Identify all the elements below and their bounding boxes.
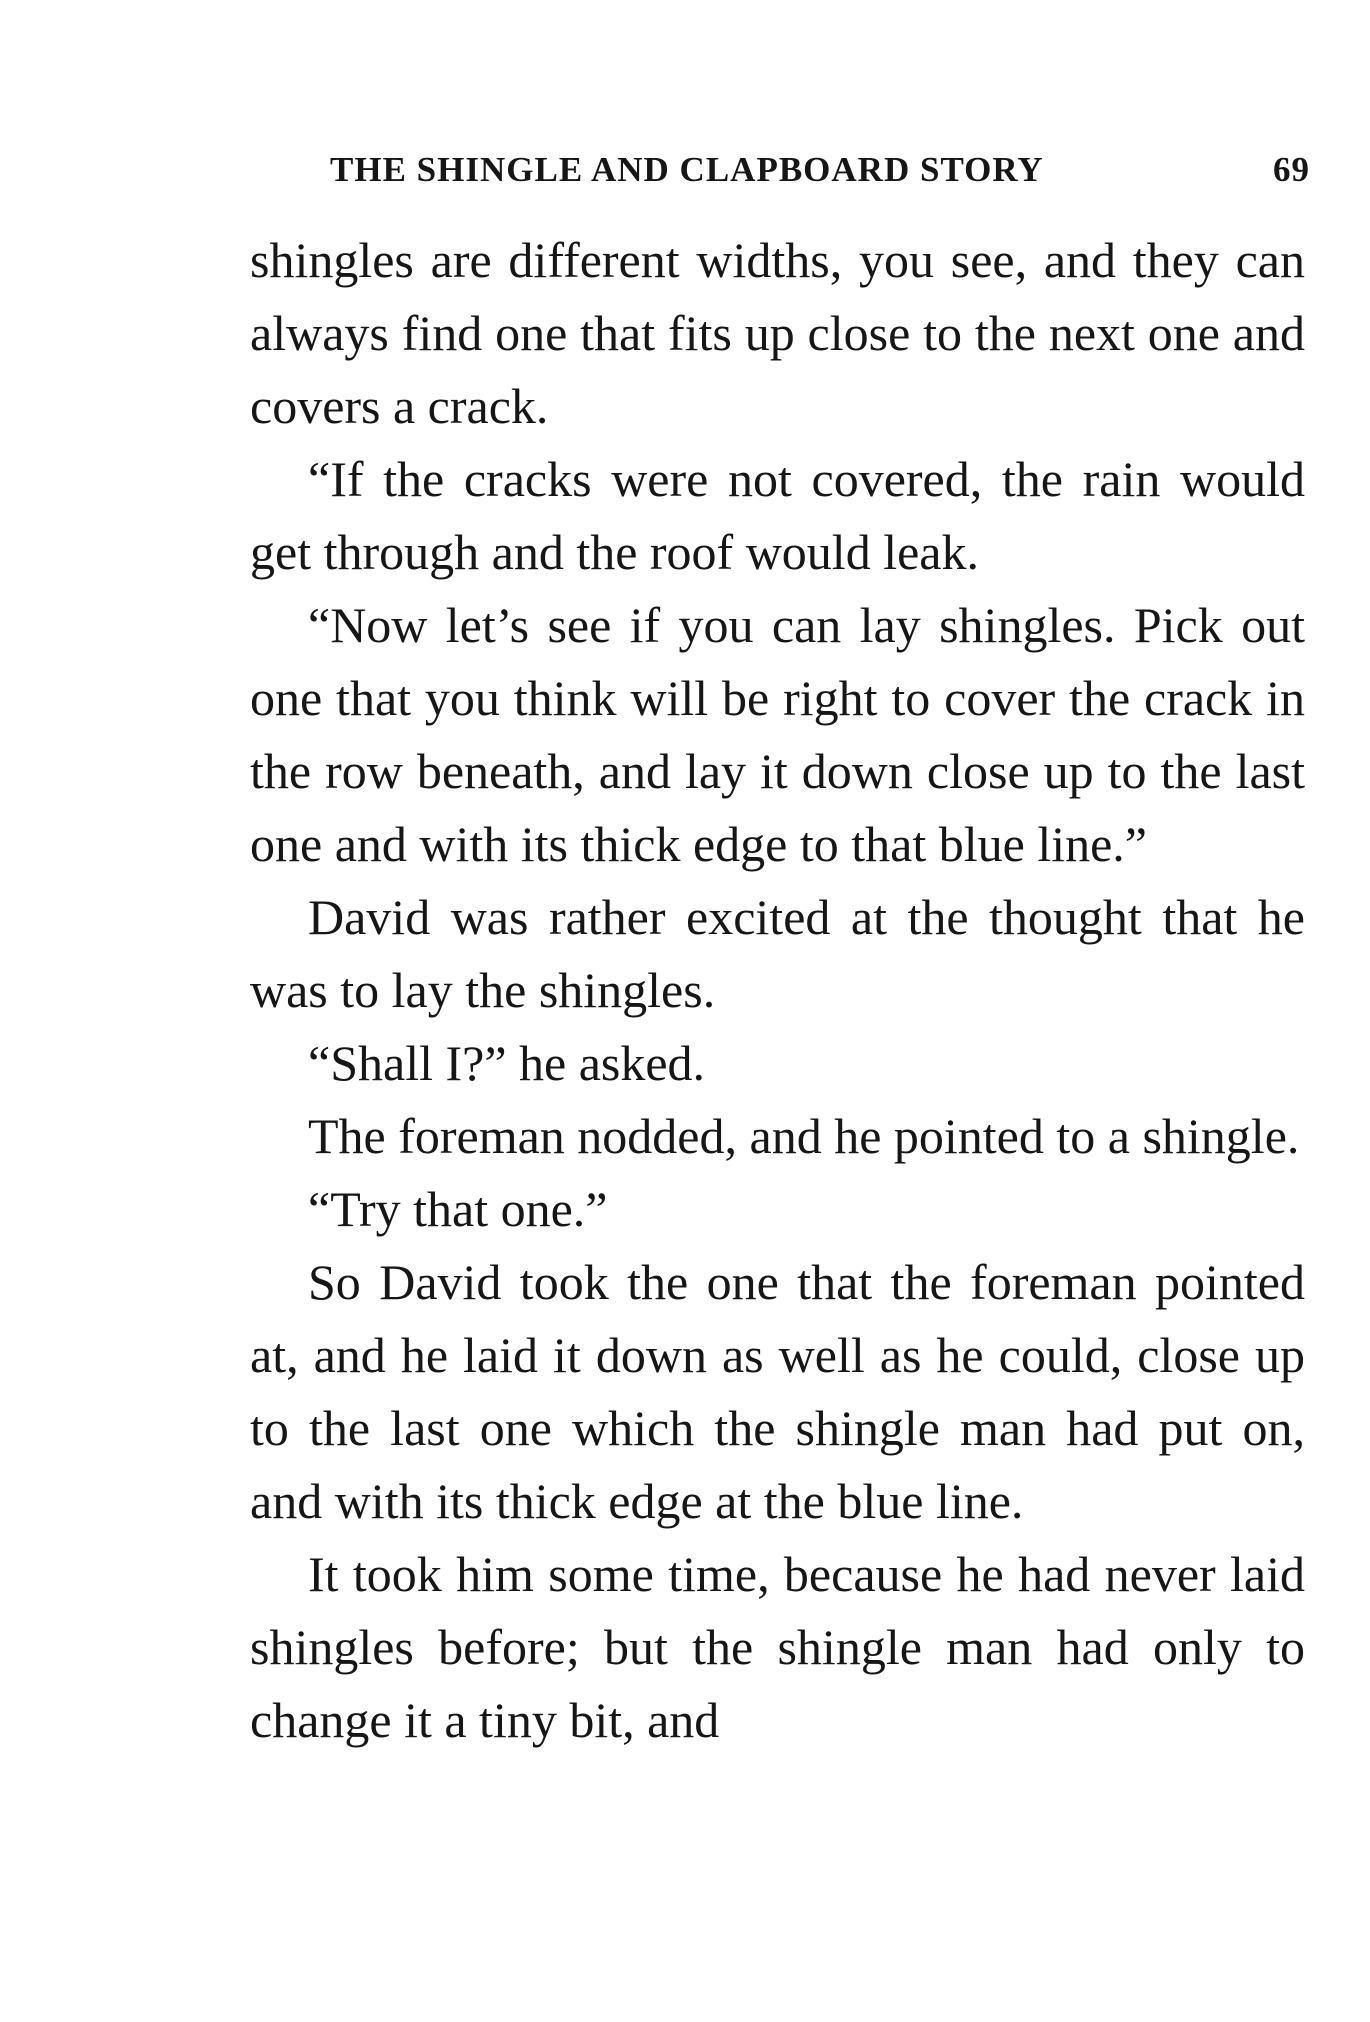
chapter-title: THE SHINGLE AND CLAPBOARD STORY [330, 150, 1044, 189]
paragraph: The foreman nodded, and he pointed to a shingle. [308, 1108, 1300, 1164]
paragraph: It took him some time, because he had never laid shingles before; but the shingle man had only to change it a tiny bit, and [250, 1546, 1305, 1748]
paragraph-continued: shingles are different widths, you see, and they can always find one that fits up close to the next one and covers a crack. [250, 232, 1305, 434]
paragraph: “Shall I?” he asked. [308, 1035, 706, 1091]
page-number: 69 [1273, 150, 1310, 189]
paragraph: “If the cracks were not covered, the rain would get through and the roof would leak. [250, 451, 1305, 580]
body-text [250, 224, 1305, 1757]
paragraph: “Try that one.” [308, 1181, 608, 1237]
paragraph: So David took the one that the foreman pointed at, and he laid it down as well as he could, close up to the last one which the shingle man had put on, and with its thick edge at the blue line. [250, 1254, 1305, 1529]
paragraph: “Now let’s see if you can lay shingles. Pick out one that you think will be right to cover the crack in the row beneath, and lay it down close up to the last one and with its thick edge to that blue line.” [250, 597, 1305, 872]
running-head [330, 145, 1310, 195]
paragraph: David was rather excited at the thought that he was to lay the shingles. [250, 889, 1305, 1018]
